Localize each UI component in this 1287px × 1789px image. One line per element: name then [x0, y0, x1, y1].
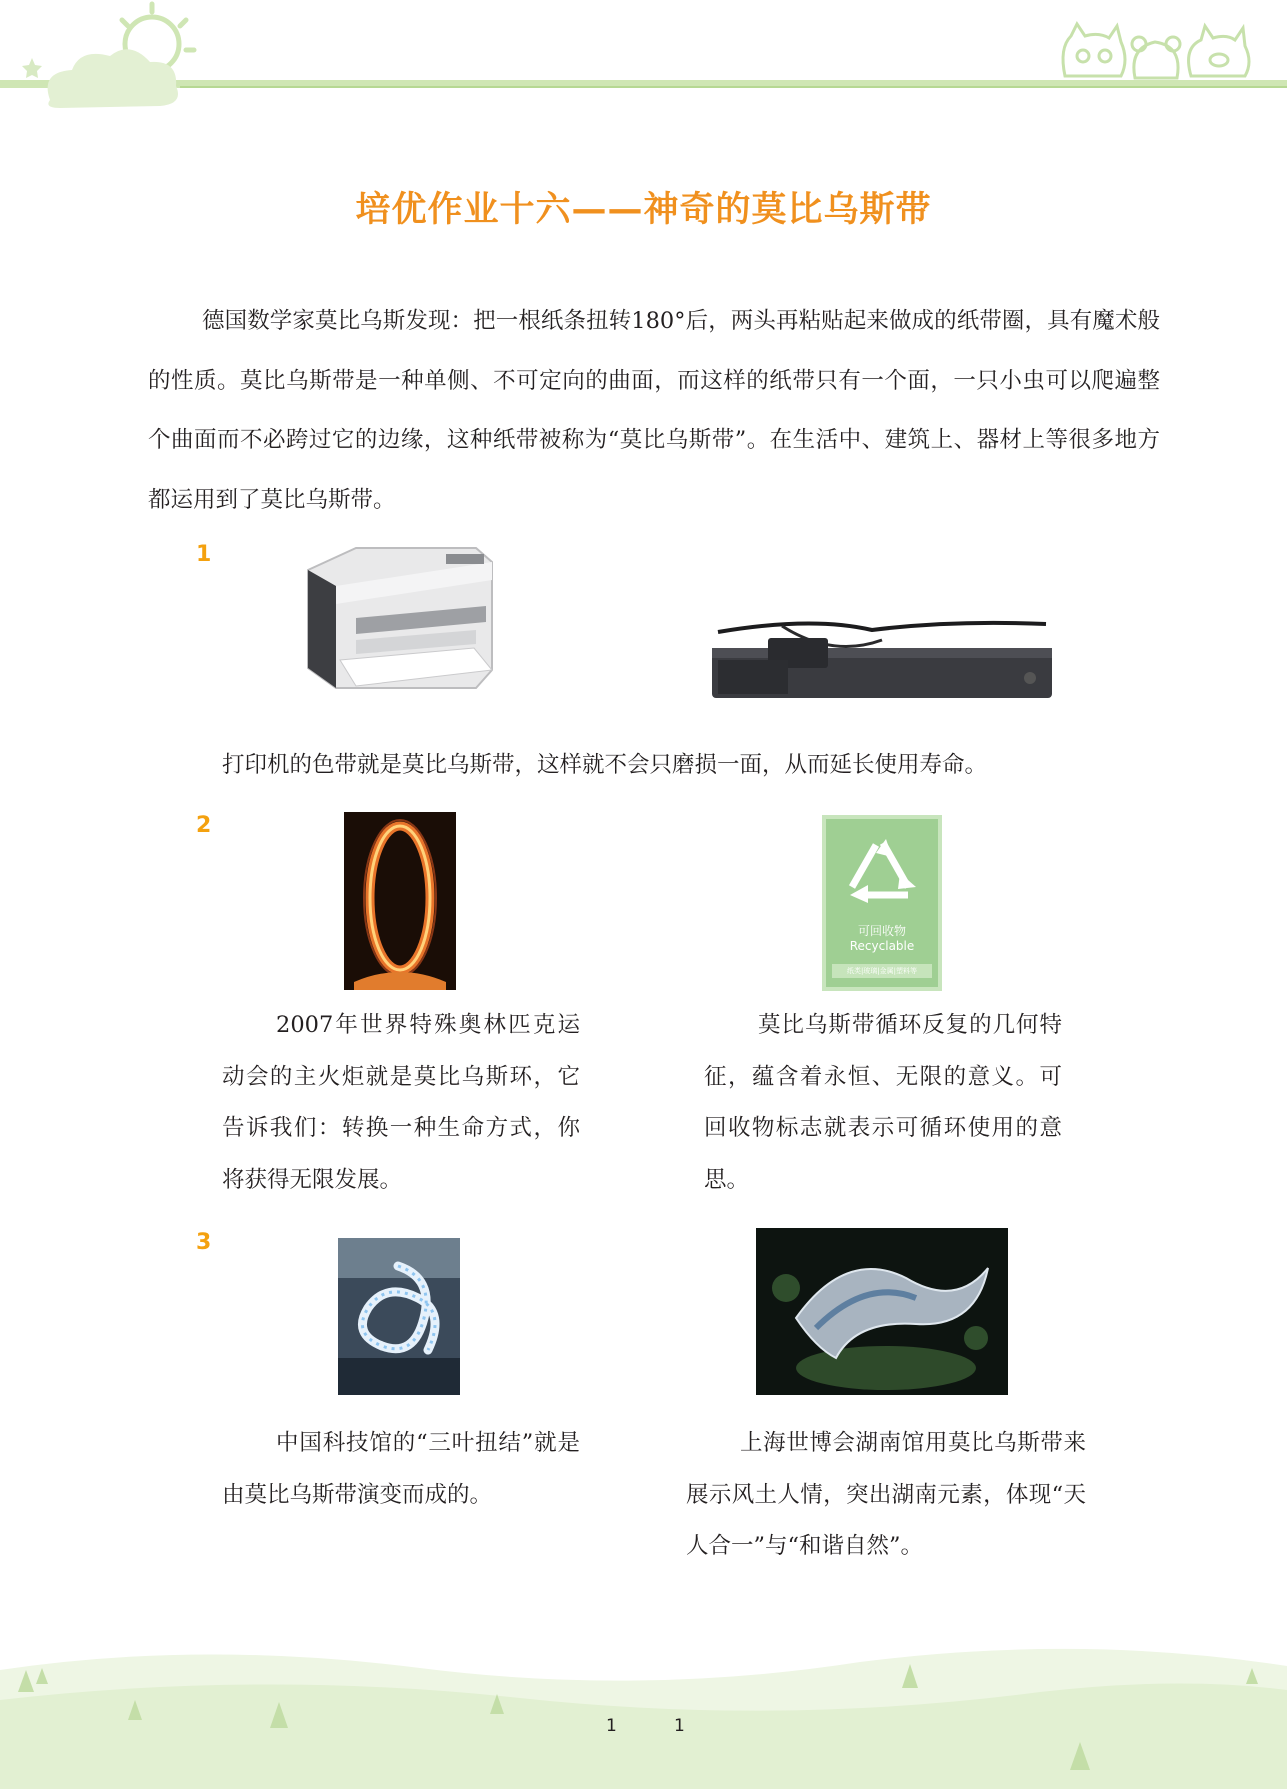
printer-caption: 打印机的色带就是莫比乌斯带，这样就不会只磨损一面，从而延长使用寿命。	[222, 752, 988, 778]
hunan-pavilion-image	[756, 1228, 1008, 1395]
bear-face-icon	[1134, 42, 1178, 78]
printer-ribbon-image	[712, 618, 1052, 718]
section-number-3: 3	[196, 1230, 212, 1255]
page-number-right: 1	[674, 1716, 685, 1736]
section-number-2: 2	[196, 813, 212, 838]
cat-face-icon	[1063, 24, 1125, 76]
recycle-icon	[846, 837, 920, 903]
torch-caption-block	[222, 1000, 580, 1206]
recycle-small-text: 纸类|玻璃|金属|塑料等	[832, 964, 932, 978]
intro-text: 德国数学家莫比乌斯发现：把一根纸条扭转180°后，两头再粘贴起来做成的纸带圈，具有魔术般的性质。莫比乌斯带是一种单侧、不可定向的曲面，而这样的纸带只有一个面，一只小虫可以爬遍整个曲面而不必跨过它的边缘，这种纸带被称为“莫比乌斯带”。在生活中、建筑上、器材上等很多地方都运用到了莫比乌斯带。	[148, 308, 1160, 513]
cloud-icon	[48, 49, 178, 108]
recycle-label-en: Recyclable	[849, 939, 915, 953]
sun-cloud-decoration	[0, 0, 220, 115]
section-number-1: 1	[196, 542, 212, 567]
trefoil-caption-block	[222, 1418, 580, 1521]
recycle-caption-block	[704, 1000, 1062, 1206]
header-rule	[180, 86, 1287, 88]
pavilion-caption-block	[686, 1418, 1086, 1573]
star-icon	[22, 58, 42, 78]
trefoil-knot-image	[338, 1238, 460, 1395]
pig-face-icon	[1189, 26, 1249, 76]
recycle-label-cn: 可回收物	[857, 924, 906, 938]
animal-faces-decoration	[1055, 18, 1255, 84]
recycle-sign	[822, 815, 942, 991]
section1-caption	[222, 740, 1122, 792]
printer-image	[296, 540, 496, 700]
torch-caption: 2007年世界特殊奥林匹克运动会的主火炬就是莫比乌斯环，它告诉我们：转换一种生命方式，你将获得无限发展。	[222, 1012, 580, 1193]
trefoil-caption: 中国科技馆的“三叶扭结”就是由莫比乌斯带演变而成的。	[222, 1430, 580, 1508]
page-title: 培优作业十六——神奇的莫比乌斯带	[355, 190, 932, 230]
torch-image	[344, 812, 456, 990]
pavilion-caption: 上海世博会湖南馆用莫比乌斯带来展示风土人情，突出湖南元素，体现“天人合一”与“和谐自然”。	[686, 1430, 1086, 1559]
page-number-left: 1	[606, 1716, 617, 1736]
footer-hills-decoration	[0, 1640, 1287, 1789]
recycle-caption: 莫比乌斯带循环反复的几何特征，蕴含着永恒、无限的意义。可回收物标志就表示可循环使用的意思。	[704, 1012, 1062, 1193]
intro-paragraph	[148, 292, 1160, 530]
